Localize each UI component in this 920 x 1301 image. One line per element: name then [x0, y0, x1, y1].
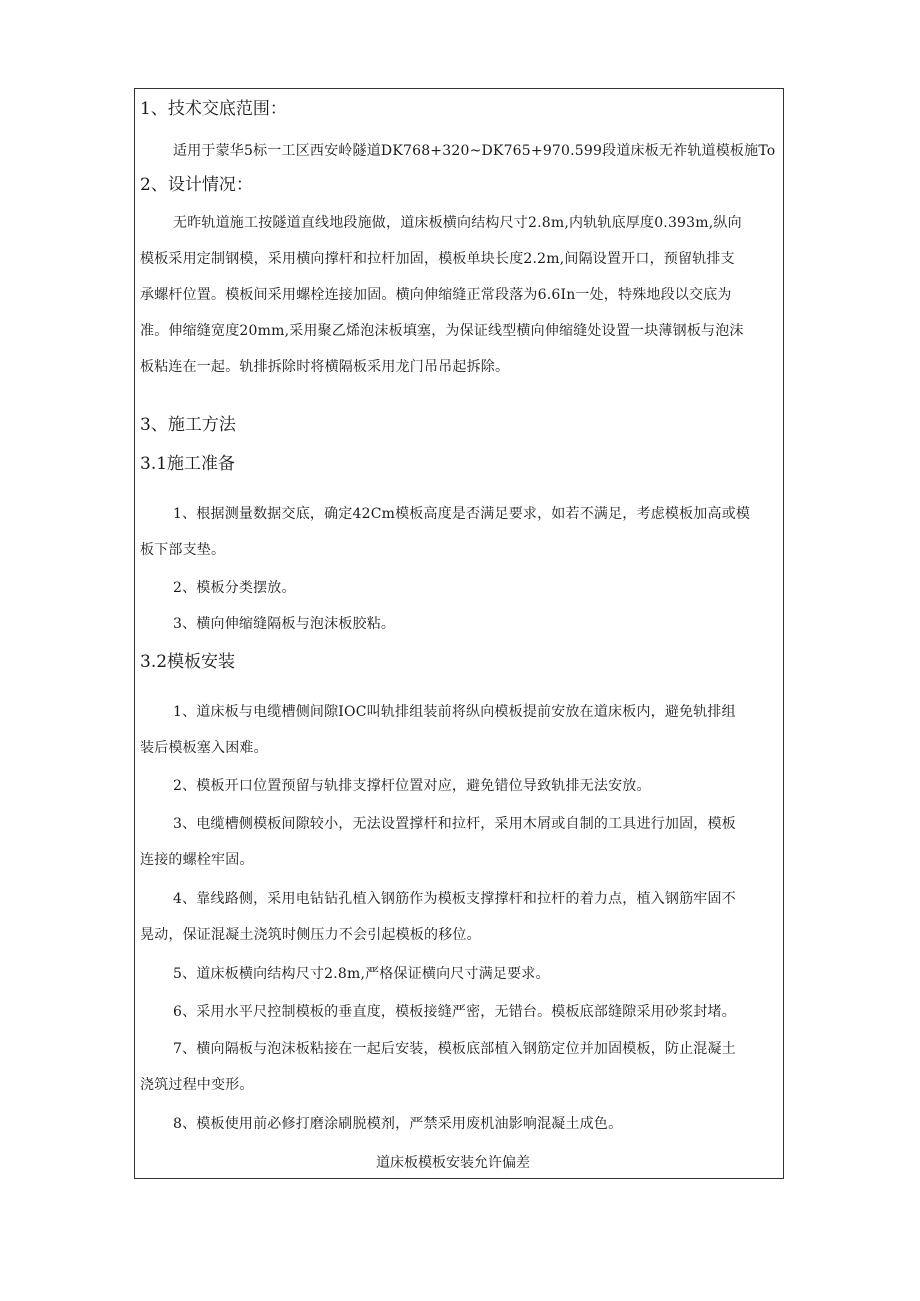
section-3-2-heading: 3.2模板安装: [140, 652, 236, 672]
section-3-2-line: 连接的螺栓牢固。: [140, 852, 254, 868]
section-3-2-line: 4、靠线路侧，采用电钻钻孔植入钢筋作为模板支撑撑杆和拉杆的着力点，植入钢筋牢固不: [173, 891, 736, 907]
section-3-1-line: 板下部支垫。: [140, 542, 226, 558]
section-3-2-line: 7、横向隔板与泡沫板粘接在一起后安装，模板底部植入钢筋定位并加固模板，防止混凝土: [173, 1041, 736, 1057]
section-2-line: 承螺杆位置。模板间采用螺栓连接加固。横向伸缩缝正常段落为6.6In一处，特殊地段以交底为: [140, 287, 732, 303]
section-3-2-line: 2、模板开口位置预留与轨排支撑杆位置对应，避免错位导致轨排无法安放。: [173, 778, 651, 794]
section-1-body: 适用于蒙华5标一工区西安岭隧道DK768+320~DK765+970.599段道床板无祚轨道模板施To: [173, 143, 776, 159]
section-3-1-line: 3、横向伸缩缝隔板与泡沫板胶粘。: [173, 616, 396, 632]
section-3-2-line: 3、电缆槽侧模板间隙较小，无法设置撑杆和拉杆，采用木屑或自制的工具进行加固，模板: [173, 816, 736, 832]
section-3-2-line: 装后模板塞入困难。: [140, 740, 268, 756]
section-2-line: 模板采用定制钢模，采用横向撑杆和拉杆加固，模板单块长度2.2m,间隔设置开口，预留轨排支: [140, 251, 735, 267]
section-3-1-line: 2、模板分类摆放。: [173, 580, 296, 596]
section-3-heading: 3、施工方法: [140, 415, 236, 435]
section-3-2-line: 晃动，保证混凝土浇筑时侧压力不会引起模板的移位。: [140, 927, 481, 943]
table-caption: 道床板模板安装允许偏差: [376, 1155, 530, 1171]
section-3-2-line: 6、采用水平尺控制模板的垂直度，模板接缝严密，无错台。模板底部缝隙采用砂浆封堵。: [173, 1004, 736, 1020]
section-2-line: 无昨轨道施工按隧道直线地段施做，道床板横向结构尺寸2.8m,内轨轨底厚度0.393m,纵向: [173, 215, 742, 231]
section-3-1-line: 1、根据测量数据交底，确定42Cm模板高度是否满足要求，如若不满足，考虑模板加高或模: [173, 506, 751, 522]
section-2-heading: 2、设计情况：: [140, 175, 253, 195]
section-3-1-heading: 3.1施工准备: [140, 454, 236, 474]
section-2-line: 准。伸缩缝宽度20mm,采用聚乙烯泡沫板填塞，为保证线型横向伸缩缝处设置一块薄钢板与泡沫: [140, 323, 744, 339]
section-3-2-line: 1、道床板与电缆槽侧间隙IOC叫轨排组装前将纵向模板提前安放在道床板内，避免轨排组: [173, 704, 736, 720]
section-3-2-line: 8、模板使用前必修打磨涂刷脱模剂，严禁采用废机油影响混凝土成色。: [173, 1116, 623, 1132]
section-2-line: 板粘连在一起。轨排拆除时将横隔板采用龙门吊吊起拆除。: [140, 359, 510, 375]
section-3-2-line: 5、道床板横向结构尺寸2.8m,严格保证横向尺寸满足要求。: [173, 966, 550, 982]
section-1-heading: 1、技术交底范围：: [140, 99, 287, 119]
section-3-2-line: 浇筑过程中变形。: [140, 1077, 254, 1093]
